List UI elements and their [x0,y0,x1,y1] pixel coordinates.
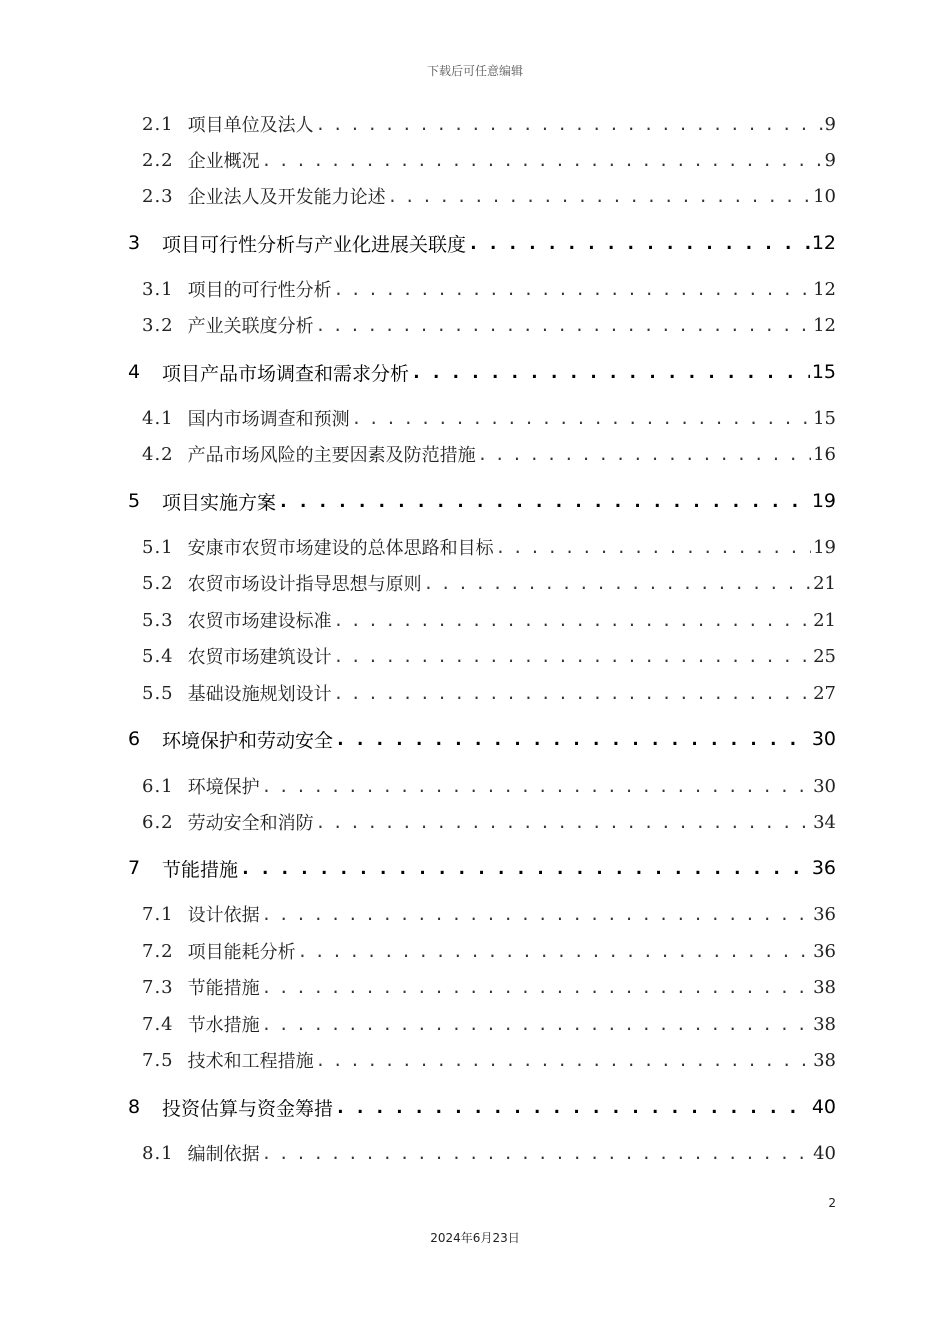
toc-entry-title: 项目的可行性分析 [187,280,332,301]
toc-entry-number: 2.1 [142,113,174,135]
dot-leader [334,684,811,703]
dot-leader [316,316,811,335]
dot-leader [388,187,811,206]
toc-entry[interactable] [0,896,950,932]
dot-leader [335,1097,810,1118]
dot-leader [334,611,811,630]
toc-chapter-page: 15 [811,361,836,383]
toc-entry-number: 5.1 [142,536,174,558]
toc-entry-title: 技术和工程措施 [187,1051,314,1072]
toc-entry[interactable] [0,969,950,1005]
toc-entry-page: 21 [813,572,836,594]
toc-chapter-page: 30 [811,728,836,750]
dot-leader [240,858,810,879]
toc-entry[interactable] [0,142,950,178]
toc-chapter-page: 36 [811,857,836,879]
toc-entry-page: 16 [813,443,836,465]
page-number: 2 [828,1196,836,1210]
toc-entry[interactable] [0,106,950,142]
toc-entry[interactable] [0,675,950,711]
dot-leader [278,491,810,512]
toc-chapter[interactable] [0,483,950,519]
dot-leader [411,362,810,383]
dot-leader [262,1144,811,1163]
toc-entry-page: 36 [813,903,836,925]
toc-entry-title: 劳动安全和消防 [187,813,314,834]
toc-entry[interactable] [0,178,950,214]
toc-entry[interactable] [0,1135,950,1171]
toc-entry-page: 30 [813,775,836,797]
toc-entry-number: 2.2 [142,149,174,171]
page-header: 下载后可任意编辑 [426,64,523,78]
toc-chapter-number: 4 [128,361,141,383]
toc-entry-page: 9 [824,149,836,171]
toc-entry[interactable] [0,529,950,565]
toc-entry-title: 节能措施 [187,978,260,999]
dot-leader [262,905,811,924]
toc-entry-page: 38 [813,1049,836,1071]
toc-entry-page: 38 [813,976,836,998]
toc-entry-title: 农贸市场设计指导思想与原则 [187,574,422,595]
toc-entry-title: 安康市农贸市场建设的总体思路和目标 [187,538,494,559]
toc-chapter-page: 12 [811,232,836,254]
toc-chapter[interactable] [0,721,950,757]
toc-entry-title: 企业概况 [187,151,260,172]
toc-entry-page: 40 [813,1142,836,1164]
toc-entry-page: 12 [813,314,836,336]
toc-entry[interactable] [0,400,950,436]
dot-leader [334,647,811,666]
toc-entry-title: 环境保护 [187,777,260,798]
dot-leader [262,151,823,170]
toc-entry-title: 项目单位及法人 [187,115,314,136]
toc-entry-title: 项目能耗分析 [187,942,296,963]
toc-chapter-number: 7 [128,857,141,879]
toc-entry-title: 基础设施规划设计 [187,684,332,705]
toc-entry-page: 21 [813,609,836,631]
toc-entry[interactable] [0,768,950,804]
toc-entry-number: 7.2 [142,940,174,962]
toc-entry-title: 企业法人及开发能力论述 [187,187,386,208]
dot-leader [262,978,811,997]
dot-leader [316,115,823,134]
toc-entry-number: 7.4 [142,1013,174,1035]
toc-entry[interactable] [0,307,950,343]
toc-chapter[interactable] [0,354,950,390]
toc-entry-page: 38 [813,1013,836,1035]
toc-chapter-page: 40 [811,1096,836,1118]
toc-entry-number: 4.2 [142,443,174,465]
dot-leader [478,445,811,464]
toc-entry-title: 国内市场调查和预测 [187,409,350,430]
dot-leader [262,1015,811,1034]
toc-entry-title: 农贸市场建设标准 [187,611,332,632]
toc-entry-page: 36 [813,940,836,962]
toc-entry[interactable] [0,804,950,840]
toc-entry[interactable] [0,1006,950,1042]
toc-entry-page: 12 [813,278,836,300]
toc-entry-number: 8.1 [142,1142,174,1164]
dot-leader [352,409,811,428]
toc-chapter-title: 节能措施 [162,858,239,881]
toc-entry-number: 3.2 [142,314,174,336]
toc-chapter-title: 项目产品市场调查和需求分析 [162,362,410,385]
toc-entry-title: 产品市场风险的主要因素及防范措施 [187,445,476,466]
toc-entry-title: 农贸市场建筑设计 [187,647,332,668]
toc-entry-page: 9 [824,113,836,135]
toc-entry-number: 3.1 [142,278,174,300]
toc-entry-number: 5.2 [142,572,174,594]
toc-entry-number: 2.3 [142,185,174,207]
toc-chapter-number: 3 [128,232,141,254]
toc-entry[interactable] [0,271,950,307]
toc-entry-number: 5.3 [142,609,174,631]
dot-leader [316,813,811,832]
dot-leader [496,538,811,557]
dot-leader [298,942,811,961]
toc-entry-number: 5.4 [142,645,174,667]
toc-chapter[interactable] [0,225,950,261]
dot-leader [335,729,810,750]
toc-entry[interactable] [0,436,950,472]
footer-date: 2024年6月23日 [430,1231,520,1245]
toc-chapter-title: 环境保护和劳动安全 [162,729,334,752]
toc-entry-number: 7.3 [142,976,174,998]
toc-entry-number: 4.1 [142,407,174,429]
toc-entry-number: 6.1 [142,775,174,797]
toc-entry[interactable] [0,602,950,638]
toc-entry-number: 7.1 [142,903,174,925]
dot-leader [334,280,811,299]
dot-leader [468,233,810,254]
toc-chapter-title: 项目可行性分析与产业化进展关联度 [162,233,467,256]
toc-chapter-page: 19 [811,490,836,512]
toc-entry[interactable] [0,638,950,674]
toc-entry-number: 5.5 [142,682,174,704]
toc-entry-page: 15 [813,407,836,429]
toc-entry-title: 节水措施 [187,1015,260,1036]
dot-leader [424,574,811,593]
toc-chapter-number: 8 [128,1096,141,1118]
toc-entry[interactable] [0,933,950,969]
toc-entry-title: 设计依据 [187,905,260,926]
toc-entry-page: 10 [813,185,836,207]
toc-entry-page: 19 [813,536,836,558]
toc-entry[interactable] [0,565,950,601]
toc-entry-page: 34 [813,811,836,833]
toc-chapter[interactable] [0,850,950,886]
toc-chapter-number: 5 [128,490,141,512]
toc-entry[interactable] [0,1042,950,1078]
toc-entry-number: 7.5 [142,1049,174,1071]
dot-leader [262,777,811,796]
toc-entry-title: 编制依据 [187,1144,260,1165]
toc-chapter-title: 投资估算与资金筹措 [162,1097,334,1120]
toc-chapter-number: 6 [128,728,141,750]
toc-chapter-title: 项目实施方案 [162,491,277,514]
toc-entry-page: 27 [813,682,836,704]
toc-entry-title: 产业关联度分析 [187,316,314,337]
toc-entry-page: 25 [813,645,836,667]
dot-leader [316,1051,811,1070]
toc-chapter[interactable] [0,1089,950,1125]
toc-entry-number: 6.2 [142,811,174,833]
